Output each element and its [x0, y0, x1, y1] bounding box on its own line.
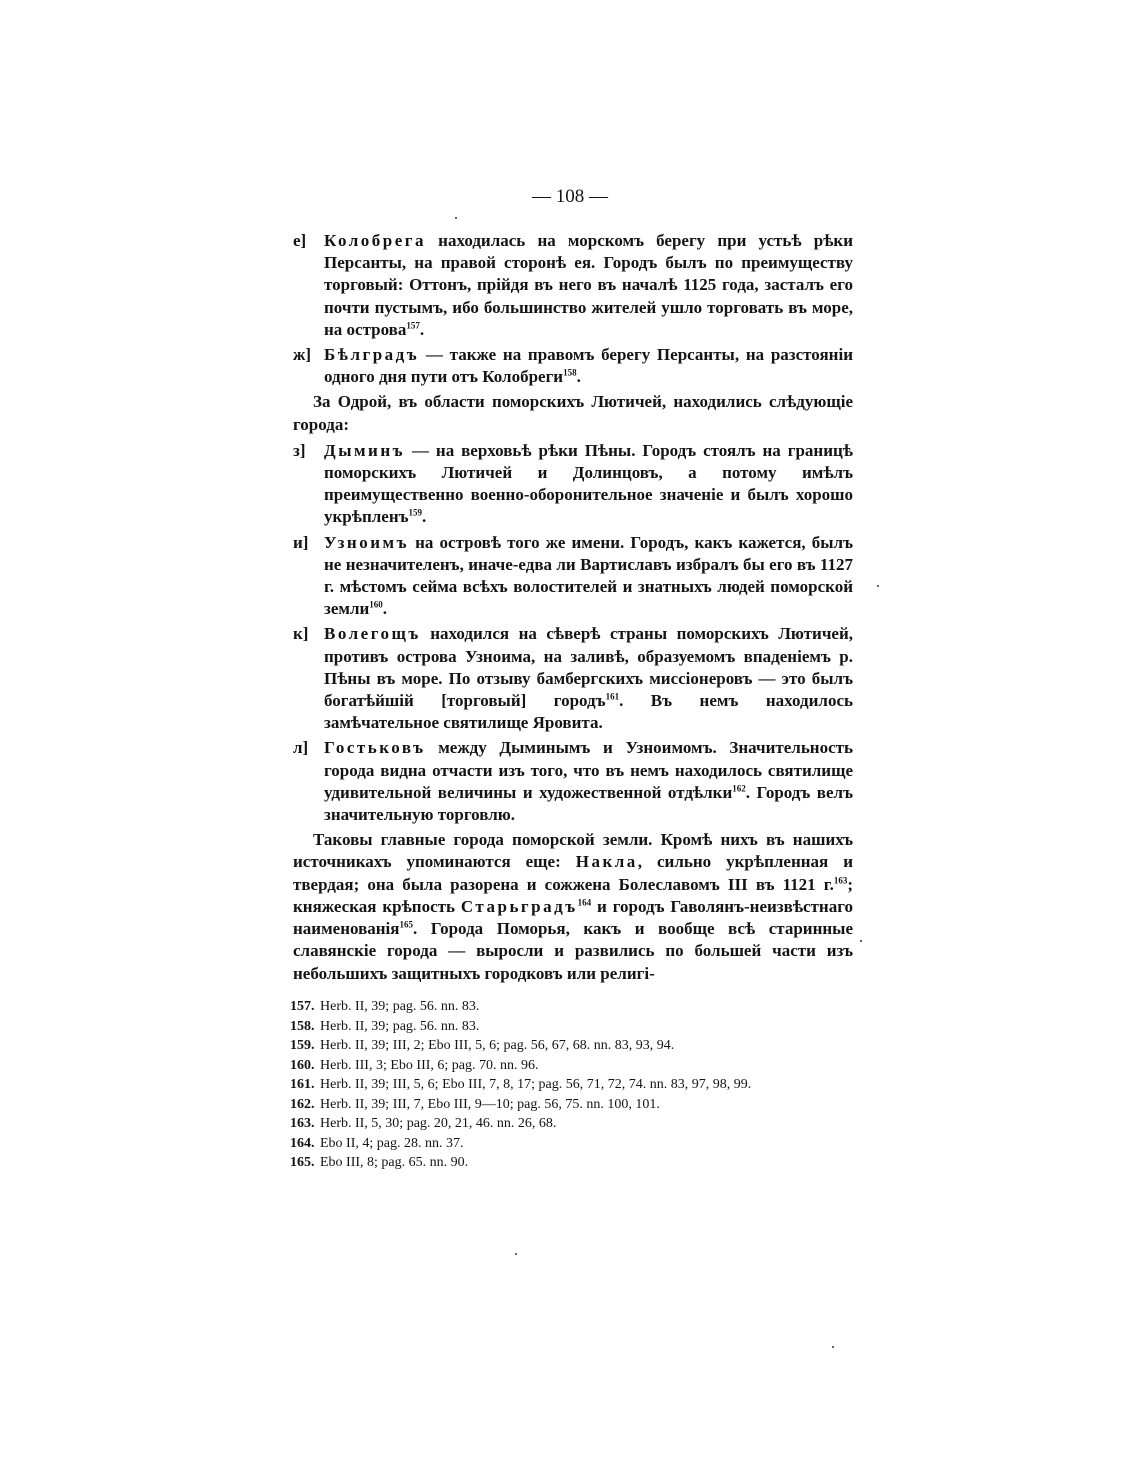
footnote: [290, 1153, 860, 1173]
item-text: на островѣ того же имени. Городъ, какъ кажется, былъ не незначителенъ, иначе-едва ли Вартиславъ избралъ бы его въ 1127 г. мѣстомъ сейма всѣхъ волостителей и знатныхъ людей поморской земли: [324, 532, 853, 619]
footnote-ref[interactable]: 163: [833, 875, 848, 886]
footnote-ref[interactable]: 157: [406, 320, 420, 331]
footnote-text: Herb. II, 39; III, 2; Ebo III, 5, 6; pag. 56, 67, 68. nn. 83, 93, 94.: [320, 1038, 675, 1053]
scan-speck: [832, 1346, 834, 1348]
city-name: Накла: [575, 852, 638, 872]
item-letter: з]: [293, 440, 306, 460]
item-letter: к]: [293, 624, 309, 644]
footnote-number: 157.: [290, 999, 315, 1014]
footnote-number: 164.: [290, 1135, 315, 1151]
footnote-text: Herb. II, 39; III, 7, Ebo III, 9—10; pag. 56, 75. nn. 100, 101.: [320, 1096, 660, 1112]
footnote-text: Herb. II, 5, 30; pag. 20, 21, 46. nn. 26, 68.: [320, 1116, 557, 1131]
footnote-text: Herb. III, 3; Ebo III, 6; pag. 70. nn. 96.: [320, 1057, 539, 1073]
footnote-number: 159.: [290, 1038, 315, 1053]
footnote: [290, 1036, 860, 1056]
city-name: Старьградъ: [460, 896, 578, 916]
city-name: Колобрега: [324, 231, 427, 250]
item-text: находилась на морскомъ берегу при устьѣ рѣки Персанты, на правой сторонѣ ея. Городъ былъ по преимуществу торговый: Оттонъ, прійдя въ него въ началѣ 1125 года, засталъ его почти пустымъ, ибо большинство жителей ушло торговать въ море, на острова: [324, 231, 853, 339]
page-number: — 108 —: [532, 186, 608, 207]
scan-speck: [455, 217, 457, 219]
list-item: ж] Бѣлградъ — также на правомъ берегу Персанты, на разстояніи одного дня пути отъ Колобреги$^{158}$.: [293, 344, 853, 388]
list-item: л] Гостьковъ между Дыминымъ и Узноимомъ. Значительность города видна отчасти изъ того, что въ немъ находилось святилище удивительной величины и художественной отдѣлки$^{162}$. Городъ велъ значительную торговлю.: [293, 737, 853, 826]
scan-speck: [860, 940, 862, 942]
footnote-ref[interactable]: 161: [605, 691, 620, 702]
item-text: между Дыминымъ и Узноимомъ. Значительность города видна отчасти изъ того, что въ немъ находилось святилище удивительной величины и художественной отдѣлки: [324, 738, 853, 802]
footnote-number: 162.: [290, 1096, 315, 1112]
list-item: е] Колобрега находилась на морскомъ берегу при устьѣ рѣки Персанты, на правой сторонѣ ея. Городъ былъ по преимуществу торговый: Оттонъ, прійдя въ него въ началѣ 1125 года, засталъ его почти пустымъ, ибо большинство жителей ушло торговать въ море, на острова$^{157}$.: [293, 230, 853, 341]
footnote-number: 160.: [290, 1057, 315, 1073]
footnote-ref[interactable]: 164: [577, 897, 592, 908]
footnote-ref[interactable]: 160: [369, 599, 383, 610]
footnote-ref[interactable]: 158: [563, 367, 577, 378]
scan-speck: [877, 585, 879, 587]
city-name: Узноимъ: [324, 532, 409, 552]
item-text: — также на правомъ берегу Персанты, на разстояніи одного дня пути отъ Колобреги: [324, 345, 853, 387]
footnote-text: Herb. II, 39; III, 5, 6; Ebo III, 7, 8, 17; pag. 56, 71, 72, 74. nn. 83, 97, 98, 99.: [320, 1077, 752, 1092]
scan-speck: [515, 1253, 517, 1255]
footnote-ref[interactable]: 165: [399, 919, 413, 930]
footnote-number: 163.: [290, 1116, 315, 1131]
footnote-number: 165.: [290, 1155, 315, 1170]
item-letter: е]: [293, 231, 307, 250]
footnote-ref[interactable]: 162: [732, 783, 746, 794]
closing-paragraph: Таковы главные города поморской земли. Кромѣ нихъ въ нашихъ источникахъ упоминаются еще: Накла, сильно укрѣпленная и твердая; она была разорена и сожжена Болеславомъ III въ 1121 г.$^{163}$; княжеская крѣпость Старьградъ$^{164}$ и городъ Гаволянъ-неизвѣстнаго наименованія$^{165}$. Города Поморья, какъ и вообще всѣ старинные славянскіе города — выросли и развились по большей части изъ небольшихъ защитныхъ городковъ или религі-: [293, 830, 854, 983]
footnote-text: Ebo III, 8; pag. 65. nn. 90.: [320, 1155, 469, 1170]
list-item: к] Волегощъ находился на сѣверѣ страны поморскихъ Лютичей, противъ острова Узноима, на заливѣ, образуемомъ впаденіемъ р. Пѣны въ море. По отзыву бамбергскихъ миссіонеровъ — это былъ богатѣйшій [торговый] городъ$^{161}$. Въ немъ находилось замѣчательное святилище Яровита.: [293, 623, 853, 734]
city-name: Дыминъ: [324, 440, 406, 460]
list-item: з] Дыминъ — на верховьѣ рѣки Пѣны. Городъ стоялъ на границѣ поморскихъ Лютичей и Долинцовъ, а потому имѣлъ преимущественно военно-оборонительное значеніе и былъ хорошо укрѣпленъ$^{159}$.: [293, 440, 853, 529]
main-text: [293, 230, 853, 989]
footnote: [290, 1134, 860, 1154]
list-item: и] Узноимъ на островѣ того же имени. Городъ, какъ кажется, былъ не незначителенъ, иначе-едва ли Вартиславъ избралъ бы его въ 1127 г. мѣстомъ сейма всѣхъ волостителей и знатныхъ людей поморской земли$^{160}$.: [293, 532, 853, 621]
item-text: находился на сѣверѣ страны поморскихъ Лютичей, противъ острова Узноима, на заливѣ, образуемомъ впаденіемъ р. Пѣны въ море. По отзыву бамбергскихъ миссіонеровъ — это былъ богатѣйшій [торговый] городъ: [324, 624, 853, 711]
footnote-text: Herb. II, 39; pag. 56. nn. 83.: [320, 999, 480, 1014]
footnotes: [290, 997, 860, 1173]
city-name: Гостьковъ: [324, 738, 426, 758]
footnote: [290, 1075, 860, 1095]
item-text: — на верховьѣ рѣки Пѣны. Городъ стоялъ на границѣ поморскихъ Лютичей и Долинцовъ, а потому имѣлъ преимущественно военно-оборонительное значеніе и былъ хорошо укрѣпленъ: [324, 440, 853, 527]
footnote-number: 158.: [290, 1018, 315, 1034]
footnote-text: Herb. II, 39; pag. 56. nn. 83.: [320, 1018, 480, 1034]
footnote: [290, 1056, 860, 1076]
footnote-number: 161.: [290, 1077, 315, 1092]
item-letter: и]: [293, 532, 309, 552]
footnote-text: Ebo II, 4; pag. 28. nn. 37.: [320, 1135, 464, 1151]
item-letter: л]: [293, 738, 309, 758]
footnote: [290, 1114, 860, 1134]
footnote: [290, 1017, 860, 1037]
footnote: [290, 997, 860, 1017]
footnote: [290, 1095, 860, 1115]
footnote-ref[interactable]: 159: [408, 507, 423, 518]
transition-paragraph: За Одрой, въ области поморскихъ Лютичей, находились слѣдующіе города:: [293, 392, 853, 434]
item-letter: ж]: [293, 345, 311, 365]
city-name: Бѣлградъ: [324, 345, 420, 365]
city-name: Волегощъ: [324, 624, 421, 644]
